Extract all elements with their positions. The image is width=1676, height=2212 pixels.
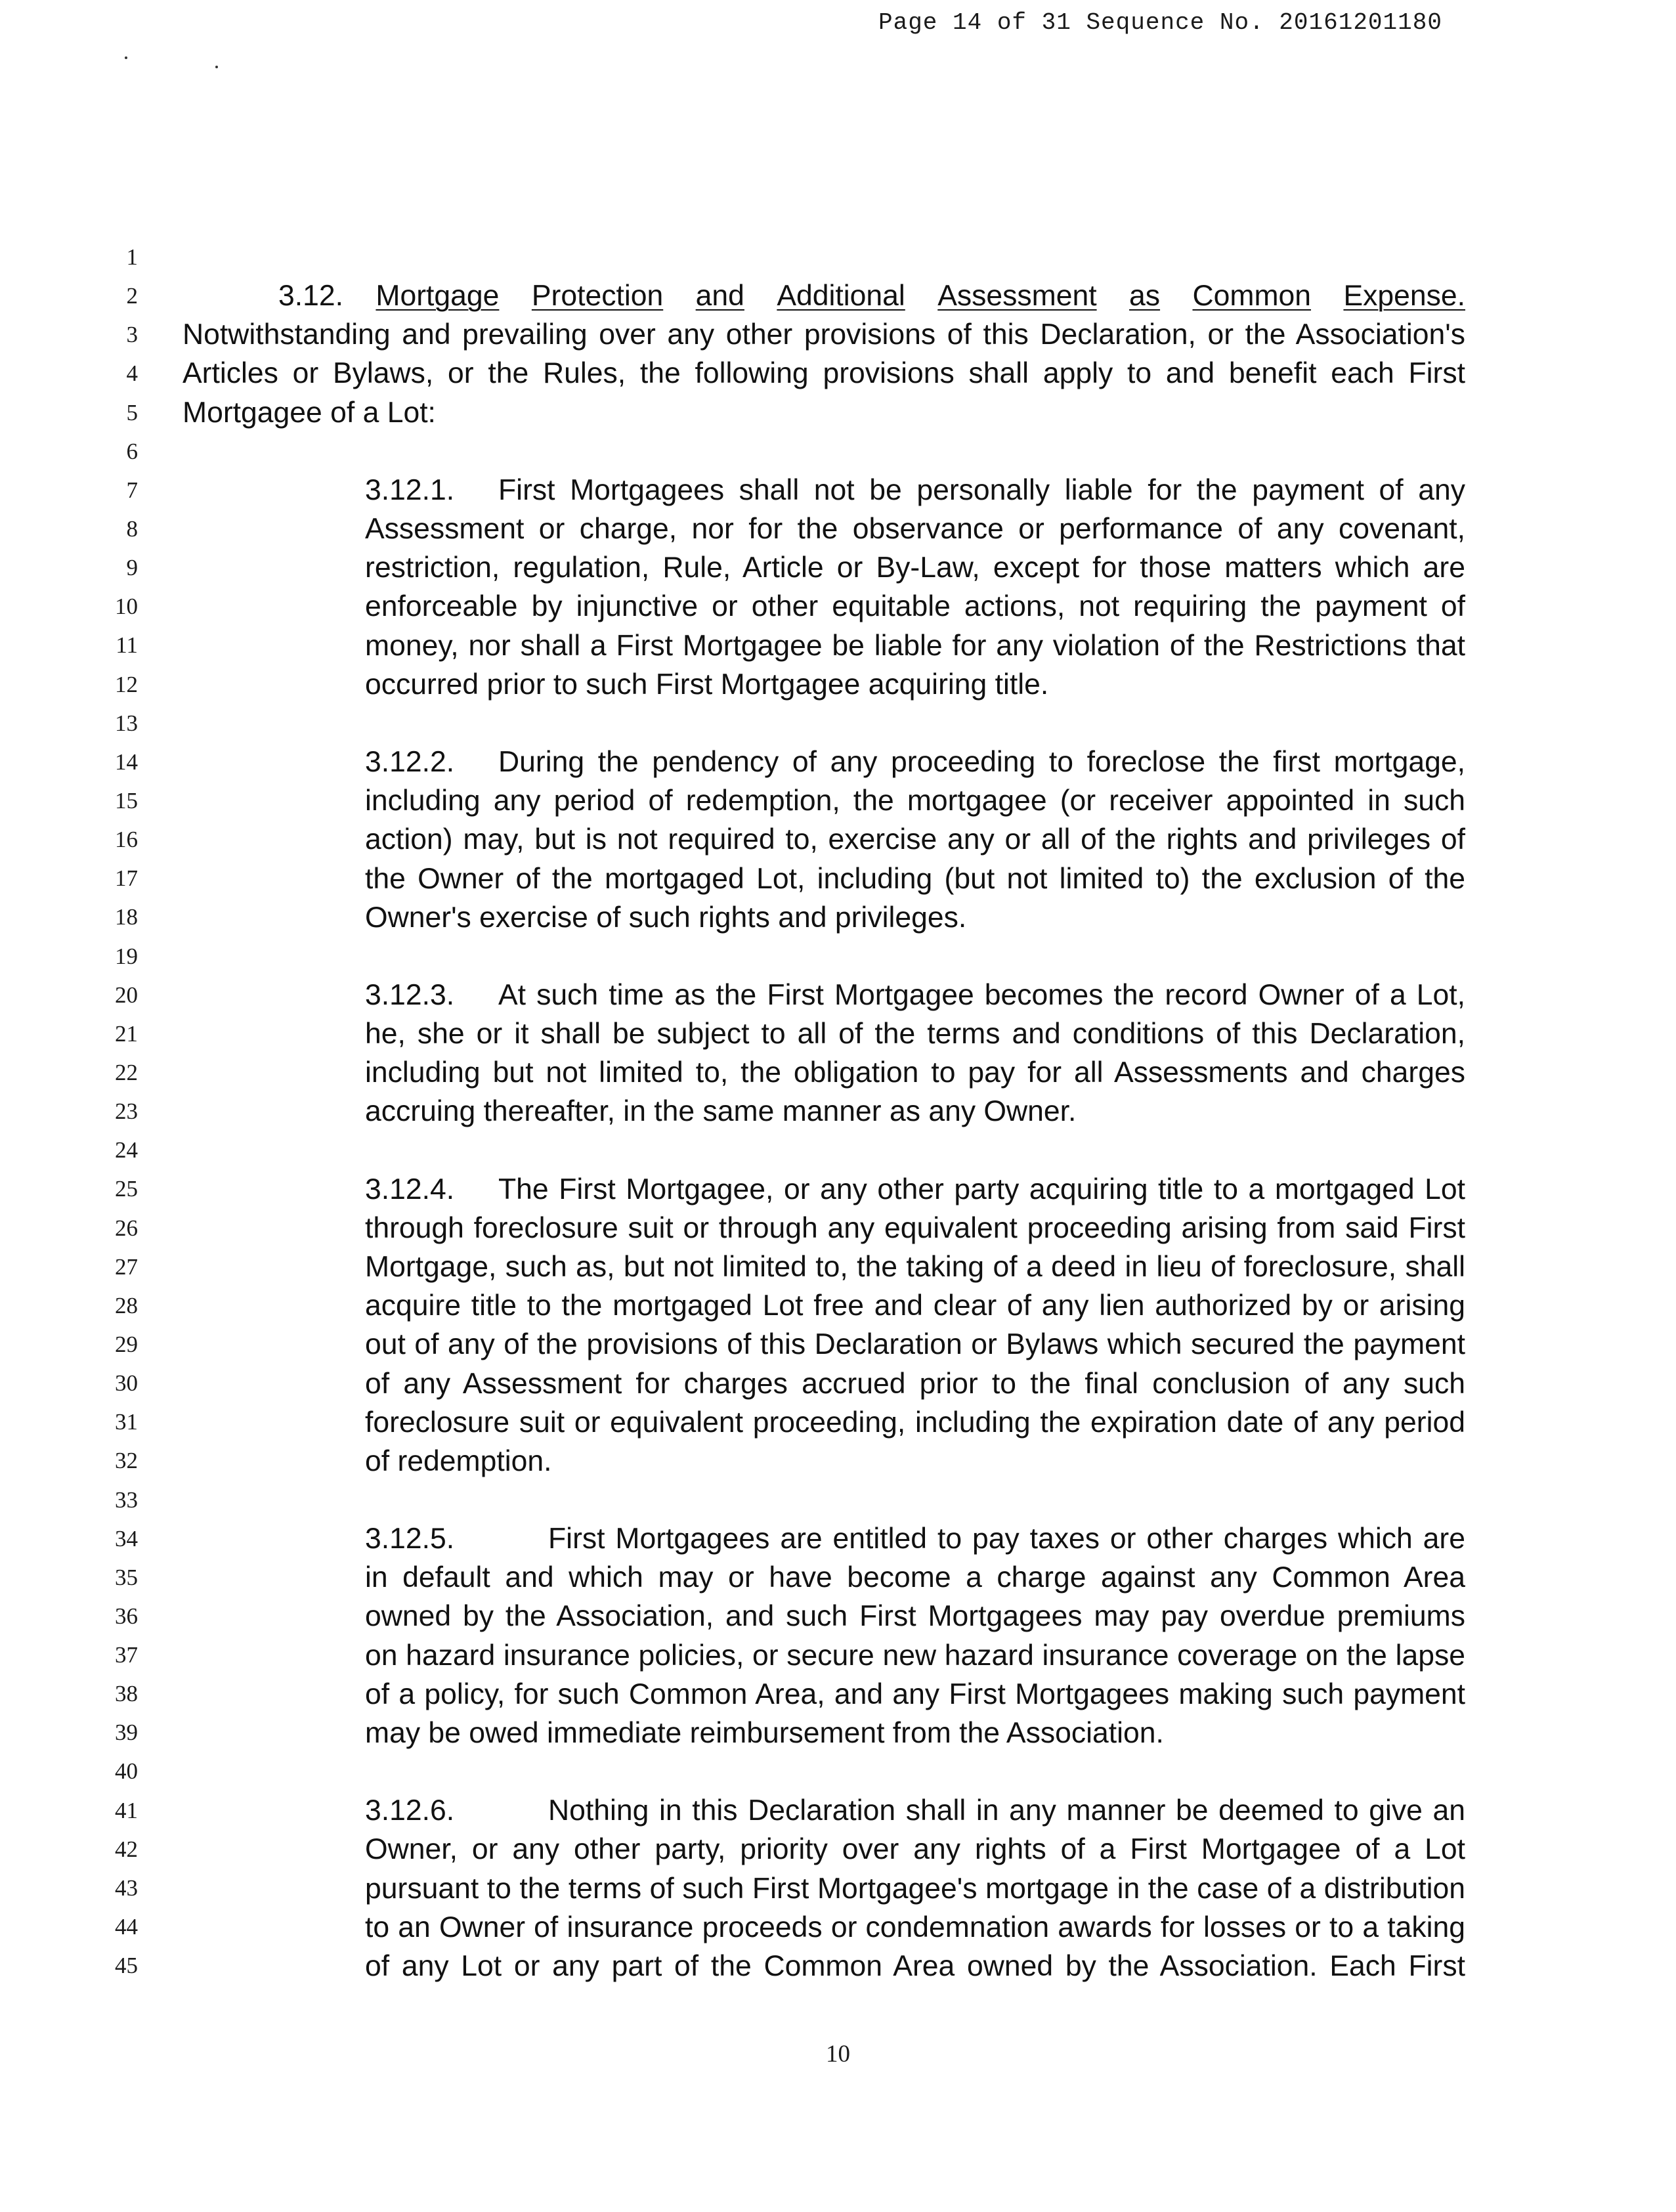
heading-word: as [1129,280,1161,313]
subsection-number: 3.12.2. [365,746,455,779]
heading-word: and [695,280,744,313]
line-number: 37 [115,1642,138,1668]
line-number: 41 [115,1797,138,1823]
subsection-text: At such time as the First Mortgagee becomes the record Owner of a Lot, he, she or it shall be subject to all of the terms and conditions of this Declaration, including but not limited to, the obligation to pay for all Assessments and charges accruing thereafter, in the same manner as any Owner. [365,979,1465,1128]
line-number: 28 [115,1292,138,1318]
line-number: 30 [115,1370,138,1397]
line-number: 33 [115,1486,138,1513]
page-number: 10 [826,2041,850,2068]
heading-word: Assessment [937,280,1097,313]
section-body: Notwithstanding and prevailing over any other provisions of this Declaration, or the Association's Articles or Bylaws, or the Rules, the following provisions shall apply to and benefit each First Mortgagee of a Lot: [183,318,1465,429]
line-number: 36 [115,1603,138,1629]
subsection-number: 3.12.1. [365,474,455,506]
subsection-number: 3.12.3. [365,979,455,1011]
heading-word: Protection [531,280,664,313]
line-number-column [98,238,138,1985]
heading-word: Mortgage [376,280,500,313]
heading-word: Common [1192,280,1312,313]
line-number: 25 [115,1176,138,1202]
line-number: 45 [115,1953,138,1979]
line-number: 22 [115,1059,138,1085]
line-number: 26 [115,1215,138,1241]
line-number: 27 [115,1253,138,1280]
subsection-text: Nothing in this Declaration shall in any manner be deemed to give an Owner, or any other party, priority over any rights of a First Mortgagee of a Lot pursuant to the terms of such First Mortgagee's mortgage in the case of a distribution to an Owner of insurance proceeds or condemnation awards for losses or to a taking of any Lot or any part of the Common Area owned by the Association. Each First [365,1794,1465,1982]
line-number: 43 [115,1875,138,1901]
line-number: 18 [115,904,138,930]
line-number: 39 [115,1720,138,1746]
line-number: 4 [126,360,138,387]
line-number: 1 [126,244,138,270]
line-number: 29 [115,1331,138,1357]
subsection-text: The First Mortgagee, or any other party acquiring title to a mortgaged Lot through foreclosure suit or through any equivalent proceeding arising from said First Mortgage, such as, but not limited to, the taking of a deed in lieu of foreclosure, shall acquire title to the mortgaged Lot free and clear of any lien authorized by or arising out of any of the provisions of this Declaration or Bylaws which secured the payment of any Assessment for charges accrued prior to the final conclusion of any such foreclosure suit or equivalent proceeding, including the expiration date of any period of redemption. [365,1173,1465,1477]
subsection-3-12-4 [365,1170,1465,1481]
subsection-number: 3.12.4. [365,1173,455,1205]
line-number: 6 [126,438,138,464]
line-number: 21 [115,1020,138,1047]
line-number: 24 [115,1137,138,1163]
line-number: 20 [115,982,138,1008]
subsection-number: 3.12.6. [365,1794,455,1827]
line-number: 5 [126,399,138,425]
subsection-3-12-2 [365,743,1465,937]
subsection-text: First Mortgagees shall not be personally liable for the payment of any Assessment or charge, nor for the observance or performance of any covenant, restriction, regulation, Rule, Article or By-Law, except for those matters which are enforceable by injunctive or other equitable actions, not requiring the payment of money, nor shall a First Mortgagee be liable for any violation of the Restrictions that occurred prior to such First Mortgagee acquiring title. [365,474,1465,701]
line-number: 40 [115,1758,138,1785]
line-number: 11 [116,632,138,659]
subsection-text: During the pendency of any proceeding to foreclose the first mortgage, including any period of redemption, the mortgagee (or receiver appointed in such action) may, but is not required to, exercise any or all of the rights and privileges of the Owner of the mortgaged Lot, including (but not limited to) the exclusion of the Owner's exercise of such rights and privileges. [365,746,1465,934]
line-number: 31 [115,1409,138,1435]
line-number: 23 [115,1098,138,1125]
section-3-12 [183,238,1465,432]
line-number: 13 [115,710,138,736]
line-number: 44 [115,1914,138,1940]
line-number: 19 [115,943,138,969]
subsection-3-12-5 [365,1519,1465,1752]
line-number: 2 [126,283,138,309]
subsection-3-12-1 [365,471,1465,704]
line-number: 14 [115,748,138,775]
subsection-3-12-3 [365,976,1465,1131]
page-header-sequence: Page 14 of 31 Sequence No. 20161201180 [878,9,1442,36]
section-number: 3.12. [278,280,343,313]
subsection-list [365,471,1465,1985]
line-number: 17 [115,865,138,892]
heading-word: Expense. [1343,280,1465,313]
section-heading [183,276,1465,315]
line-number: 8 [126,515,138,542]
subsection-text: First Mortgagees are entitled to pay taxes or other charges which are in default and which may or have become a charge against any Common Area owned by the Association, and such First Mortgagees may pay overdue premiums on hazard insurance policies, or secure new hazard insurance coverage on the lapse of a policy, for such Common Area, and any First Mortgagees making such payment may be owed immediate reimbursement from the Association. [365,1523,1465,1749]
line-number: 9 [126,555,138,581]
line-number: 15 [115,787,138,813]
heading-word: Additional [777,280,905,313]
line-number: 12 [115,671,138,697]
line-number: 34 [115,1525,138,1551]
line-number: 10 [115,594,138,620]
subsection-number: 3.12.5. [365,1523,455,1555]
subsection-3-12-6 [365,1791,1465,1985]
line-number: 16 [115,827,138,853]
line-number: 32 [115,1448,138,1474]
line-number: 42 [115,1836,138,1862]
line-number: 38 [115,1681,138,1707]
line-number: 3 [126,322,138,348]
line-number: 7 [126,477,138,503]
line-number: 35 [115,1564,138,1590]
